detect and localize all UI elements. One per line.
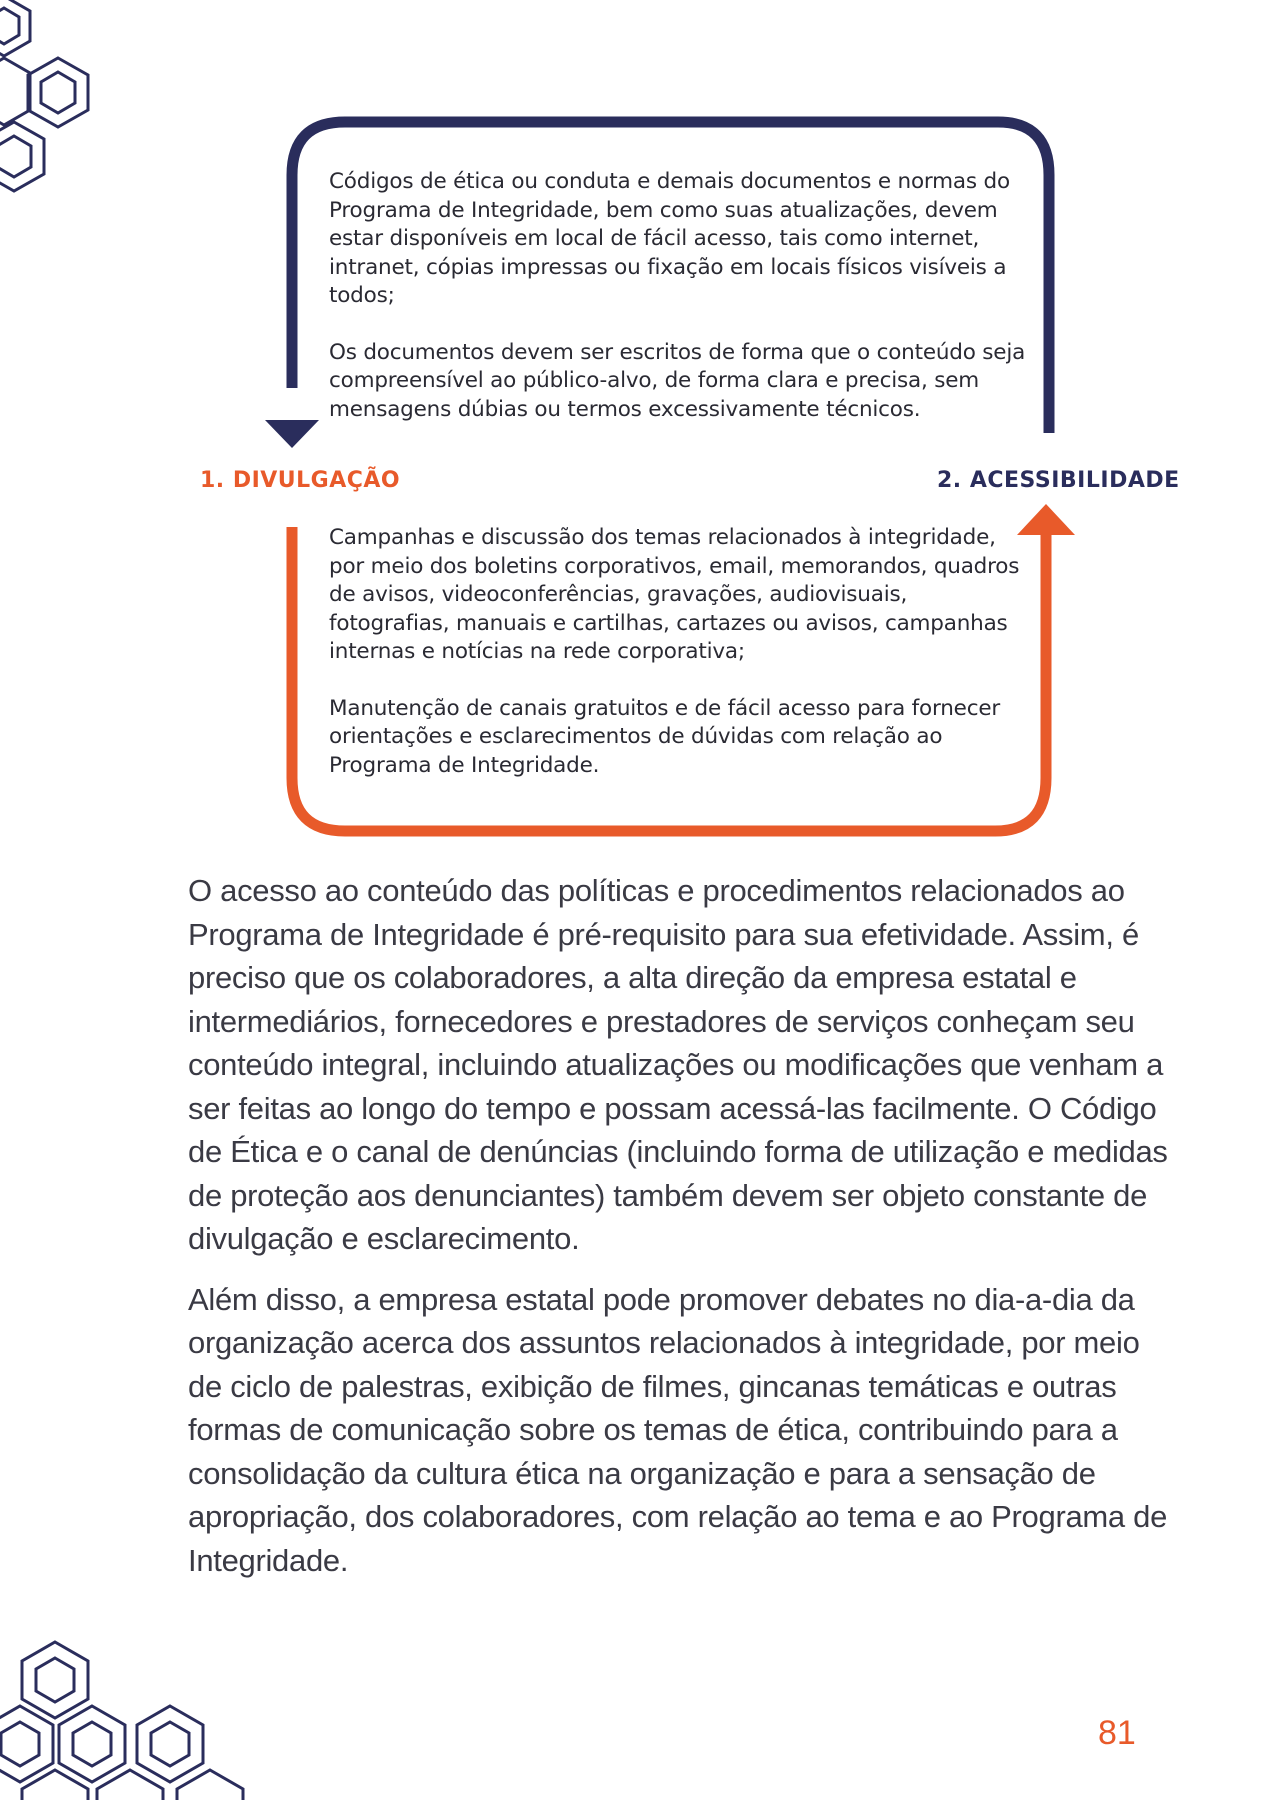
down-arrow-head-icon xyxy=(265,420,319,448)
page-number: 81 xyxy=(1098,1714,1136,1752)
body-paragraph-2: Além disso, a empresa estatal pode promover debates no dia-a-dia da organização acerca dos assuntos relacionados à integridade, por meio de ciclo de palestras, exibição de filmes, gincanas temáticas e outras formas de comunicação sobre os temas de ética, contribuindo para a consolidação da cultura ética na organização e para a sensação de apropriação, dos colaboradores, com relação ao tema e ao Programa de Integridade. xyxy=(188,1281,1168,1578)
hexagon-pattern-bottom-icon xyxy=(0,1630,260,1800)
top-paragraph-2: Os documentos devem ser escritos de forma que o conteúdo seja compreensível ao público-alvo, de forma clara e precisa, sem mensagens dúbias ou termos excessivamente técnicos. xyxy=(329,339,1026,422)
divulgation-description xyxy=(329,524,1034,780)
body-text xyxy=(188,869,1168,1599)
bottom-paragraph-1: Campanhas e discussão dos temas relacionados à integridade, por meio dos boletins corporativos, email, memorandos, quadros de avisos, videoconferências, gravações, audiovisuais, fotografias, manuais e cartilhas, cartazes ou avisos, campanhas internas e notícias na rede corporativa; xyxy=(329,525,1020,664)
step-2-label: 2. ACESSIBILIDADE xyxy=(937,468,1180,493)
body-paragraph-1: O acesso ao conteúdo das políticas e procedimentos relacionados ao Programa de Integridade é pré-requisito para sua efetividade. Assim, é preciso que os colaboradores, a alta direção da empresa estatal e intermediários, fornecedores e prestadores de serviços conheçam seu conteúdo integral, incluindo atualizações ou modificações que venham a ser feitas ao longo do tempo e possam acessá-las facilmente. O Código de Ética e o canal de denúncias (incluindo forma de utilização e medidas de proteção aos denunciantes) também devem ser objeto constante de divulgação e esclarecimento. xyxy=(188,873,1168,1256)
step-1-label: 1. DIVULGAÇÃO xyxy=(200,468,401,493)
accessibility-description xyxy=(329,168,1029,424)
bottom-paragraph-2: Manutenção de canais gratuitos e de fácil acesso para fornecer orientações e esclarecimentos de dúvidas com relação ao Programa de Integridade. xyxy=(329,695,1001,778)
top-paragraph-1: Códigos de ética ou conduta e demais documentos e normas do Programa de Integridade, bem como suas atualizações, devem estar disponíveis em local de fácil acesso, tais como internet, intranet, cópias impressas ou fixação em locais físicos visíveis a todos; xyxy=(329,169,1010,308)
